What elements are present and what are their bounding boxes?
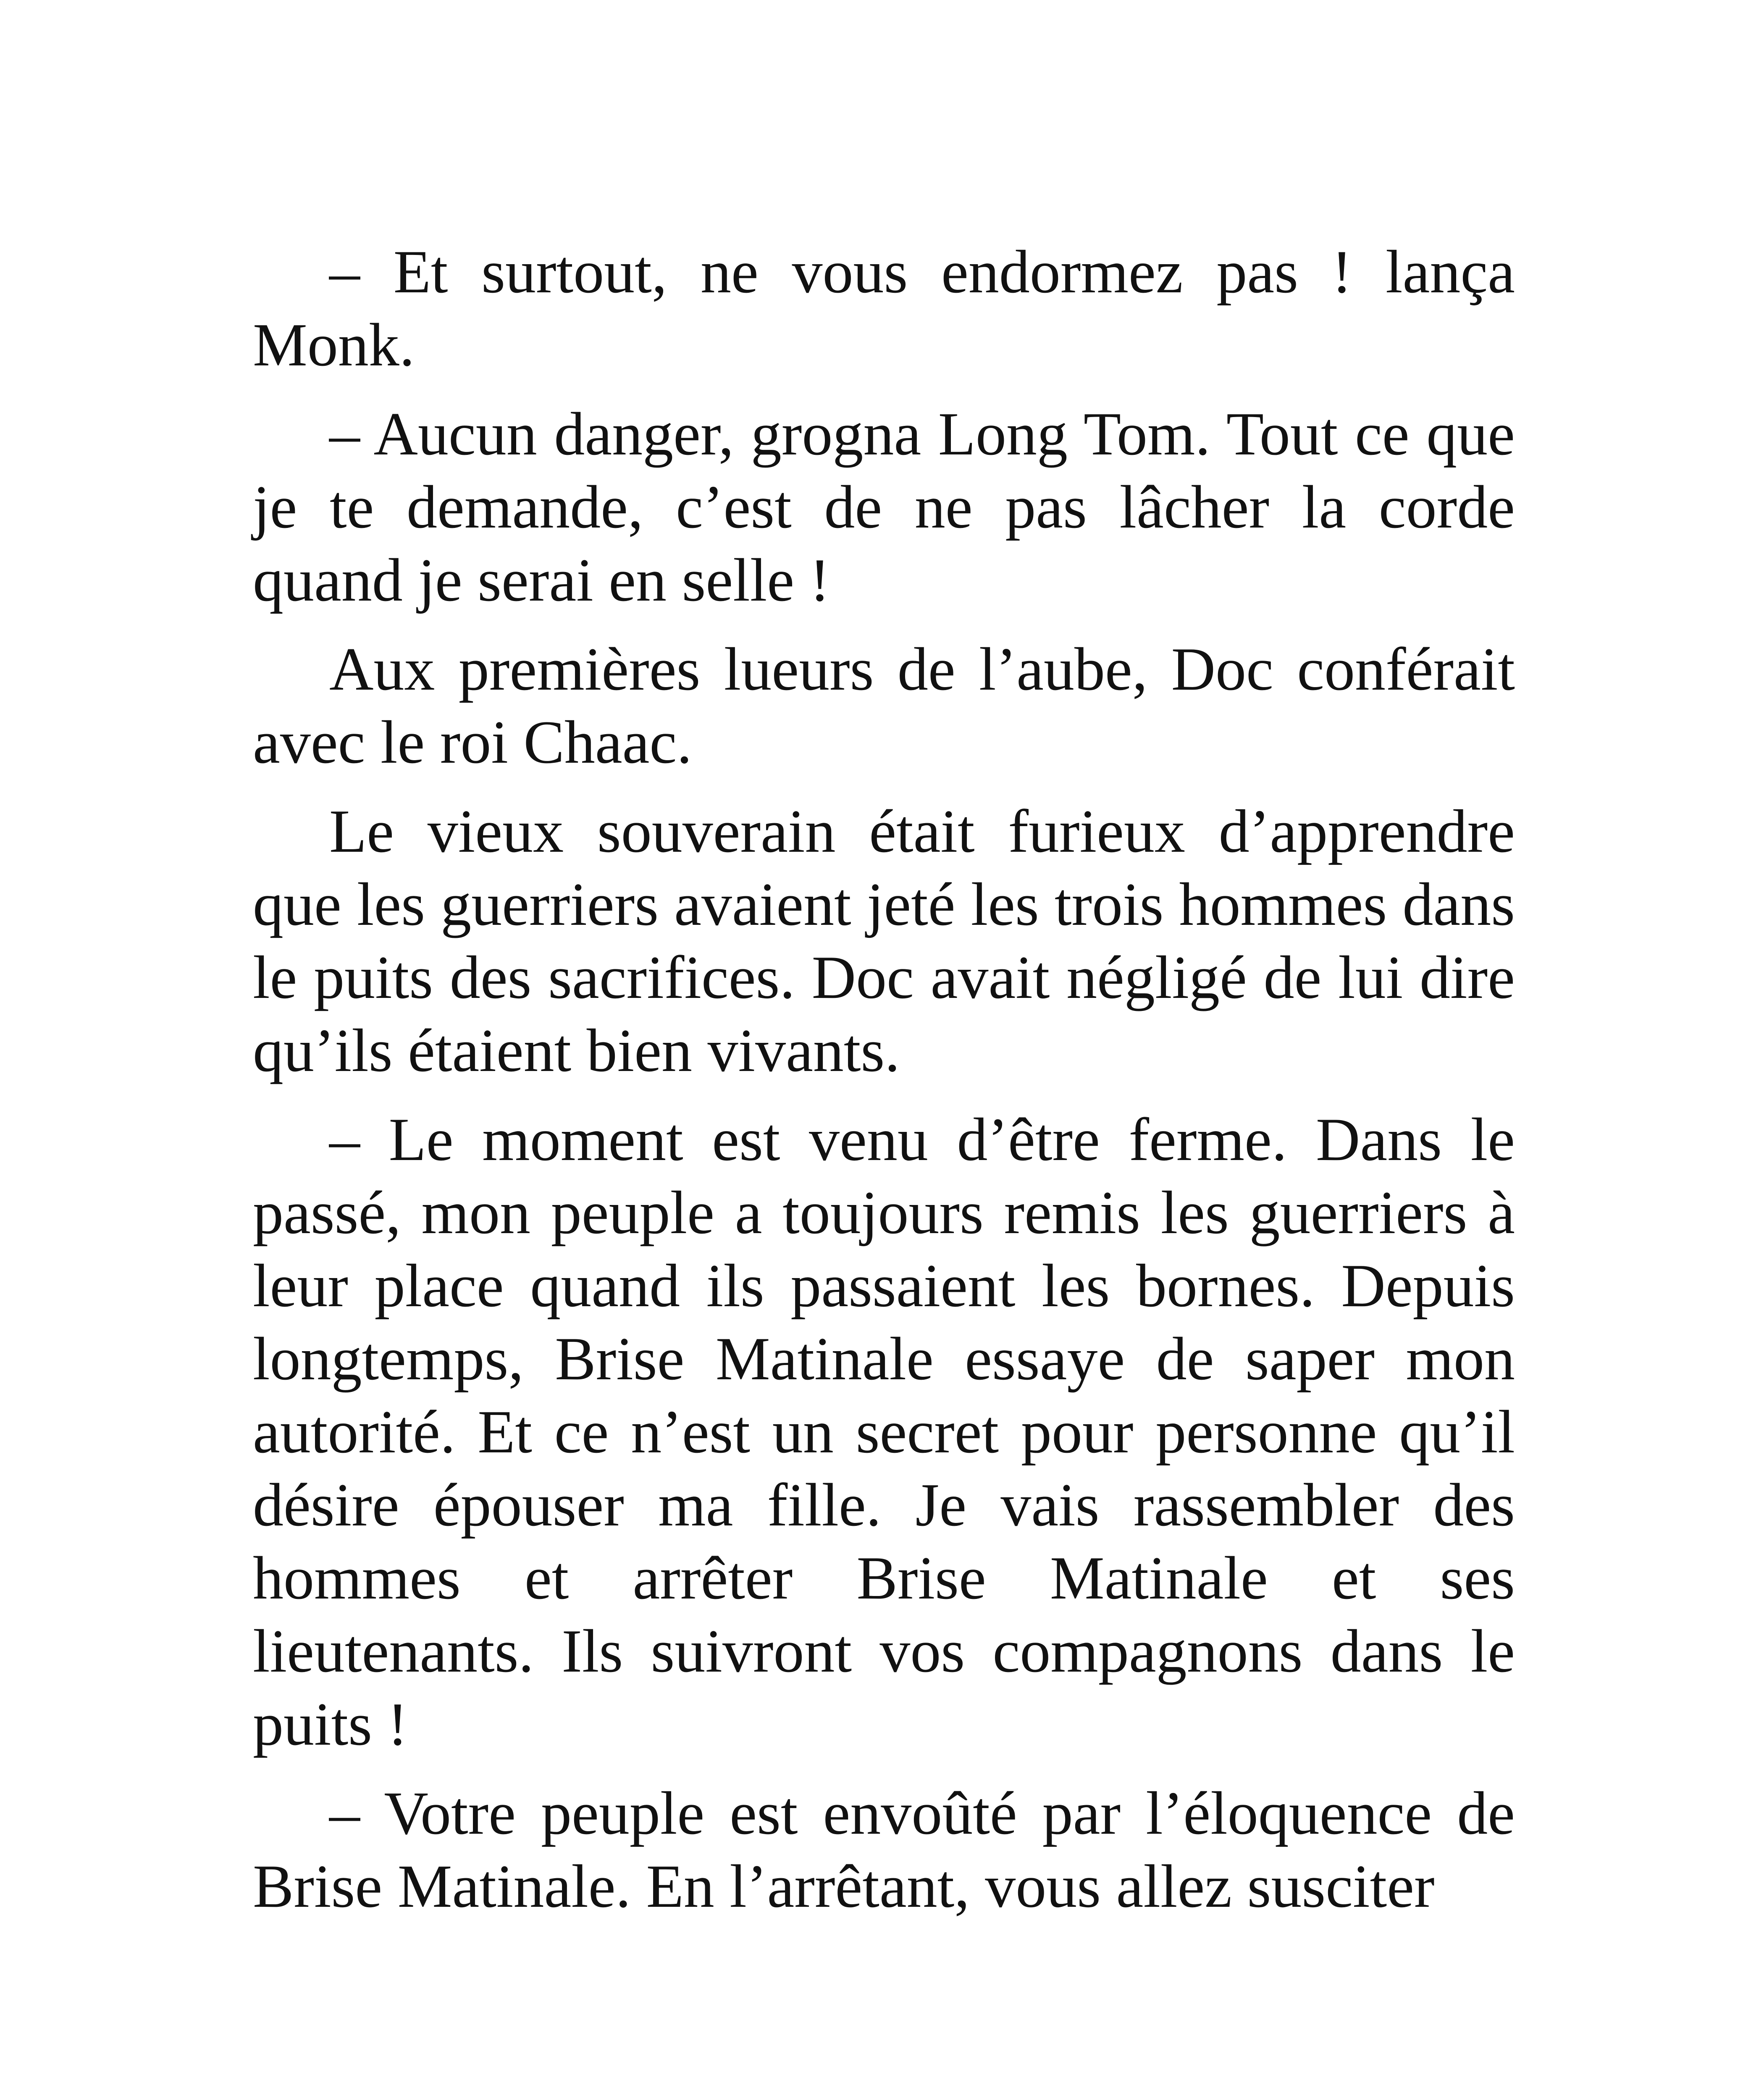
- page-body: [253, 235, 1515, 1939]
- paragraph: Le vieux souverain était furieux d’apprendre que les guerriers avaient jeté les trois hommes dans le puits des sacrifices. Doc avait négligé de lui dire qu’ils étaient bien vivants.: [253, 797, 1515, 1084]
- paragraph: – Et surtout, ne vous endormez pas ! lança Monk.: [253, 238, 1515, 379]
- paragraph: – Votre peuple est envoûté par l’éloquence de Brise Matinale. En l’arrêtant, vous allez susciter: [253, 1779, 1515, 1920]
- paragraph: Aux premières lueurs de l’aube, Doc conférait avec le roi Chaac.: [253, 635, 1515, 776]
- paragraph: – Le moment est venu d’être ferme. Dans le passé, mon peuple a toujours remis les guerriers à leur place quand ils passaient les bornes. Depuis longtemps, Brise Matinale essaye de saper mon autorité. Et ce n’est un secret pour personne qu’il désire épouser ma fille. Je vais rassembler des hommes et arrêter Brise Matinale et ses lieutenants. Ils suivront vos compagnons dans le puits !: [253, 1105, 1515, 1758]
- paragraph: – Aucun danger, grogna Long Tom. Tout ce que je te demande, c’est de ne pas lâcher la corde quand je serai en selle !: [253, 400, 1515, 614]
